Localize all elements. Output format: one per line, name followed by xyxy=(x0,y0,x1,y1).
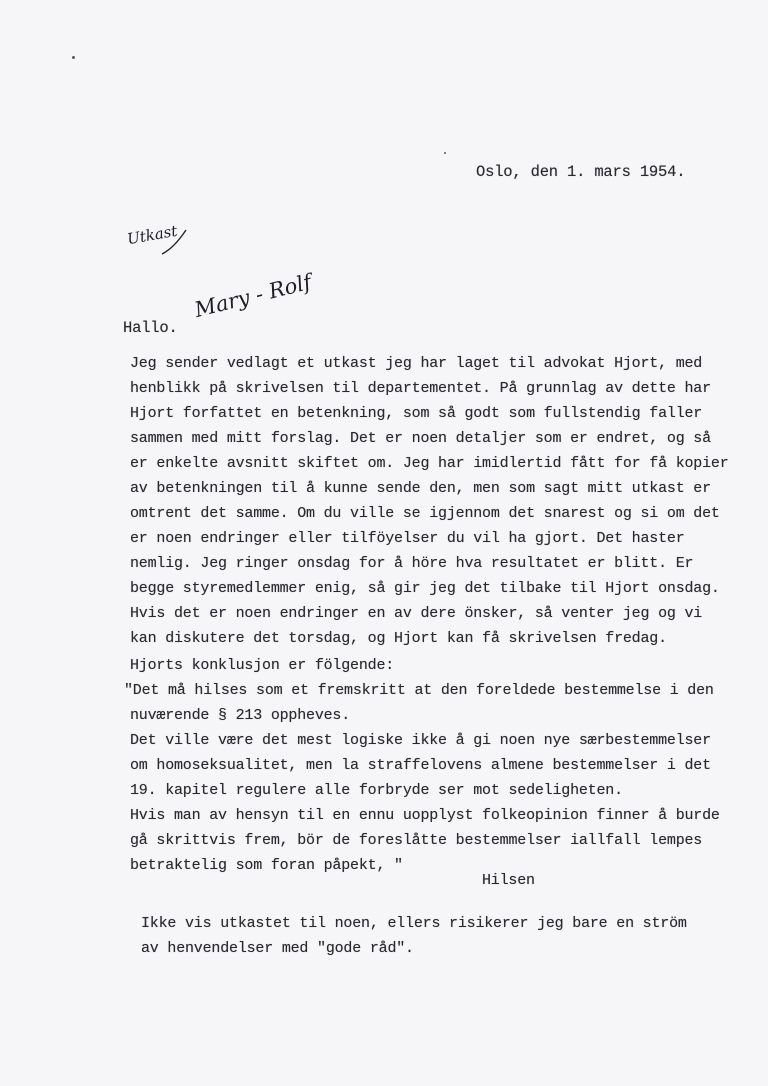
conclusion-intro: Hjorts konklusjon er fölgende: xyxy=(130,657,395,674)
pen-stroke-icon xyxy=(160,228,190,258)
body-line: Hjort forfattet en betenkning, som så godt som fullstendig faller xyxy=(130,405,703,422)
dateline: Oslo, den 1. mars 1954. xyxy=(476,163,686,181)
paper-speck xyxy=(72,56,75,59)
body-line: sammen med mitt forslag. Det er noen detaljer som er endret, og så xyxy=(130,430,711,447)
quote-line: "Det må hilses som et fremskritt at den foreldede bestemmelse i den xyxy=(124,682,714,699)
greeting: Hallo. xyxy=(123,319,178,337)
closing-greeting: Hilsen xyxy=(482,872,535,889)
quote-line: nuværende § 213 oppheves. xyxy=(130,707,351,724)
paper-speck xyxy=(444,152,446,154)
body-line: Hvis det er noen endringer en av dere önsker, så venter jeg og vi xyxy=(130,605,703,622)
body-line: er noen endringer eller tilföyelser du vil ha gjort. Det haster xyxy=(130,530,685,547)
body-line: nemlig. Jeg ringer onsdag for å höre hva resultatet er blitt. Er xyxy=(130,555,694,572)
body-line: henblikk på skrivelsen til departementet. På grunnlag av dette har xyxy=(130,380,711,397)
quote-line: betraktelig som foran påpekt, " xyxy=(130,857,403,874)
postscript-line: av henvendelser med "gode råd". xyxy=(141,940,414,957)
quote-line: Det ville være det mest logiske ikke å gi noen nye særbestemmelser xyxy=(130,732,711,749)
handwritten-names: Mary - Rolf xyxy=(192,269,314,322)
body-line: Jeg sender vedlagt et utkast jeg har laget til advokat Hjort, med xyxy=(130,355,703,372)
quote-line: Hvis man av hensyn til en ennu uopplyst folkeopinion finner å burde xyxy=(130,807,720,824)
body-line: er enkelte avsnitt skiftet om. Jeg har imidlertid fått for få kopier xyxy=(130,455,729,472)
body-line: av betenkningen til å kunne sende den, men som sagt mitt utkast er xyxy=(130,480,711,497)
quote-line: gå skrittvis frem, bör de foreslåtte bestemmelser iallfall lempes xyxy=(130,832,703,849)
postscript-line: Ikke vis utkastet til noen, ellers risikerer jeg bare en ström xyxy=(141,915,687,932)
quote-line: 19. kapitel regulere alle forbryde ser mot sedeligheten. xyxy=(130,782,623,799)
body-line: omtrent det samme. Om du ville se igjennom det snarest og si om det xyxy=(130,505,720,522)
handwritten-draft-note: Utkast xyxy=(125,221,179,249)
quote-line: om homoseksualitet, men la straffelovens almene bestemmelser i det xyxy=(130,757,711,774)
body-line: kan diskutere det torsdag, og Hjort kan få skrivelsen fredag. xyxy=(130,630,667,647)
body-line: begge styremedlemmer enig, så gir jeg det tilbake til Hjort onsdag. xyxy=(130,580,720,597)
